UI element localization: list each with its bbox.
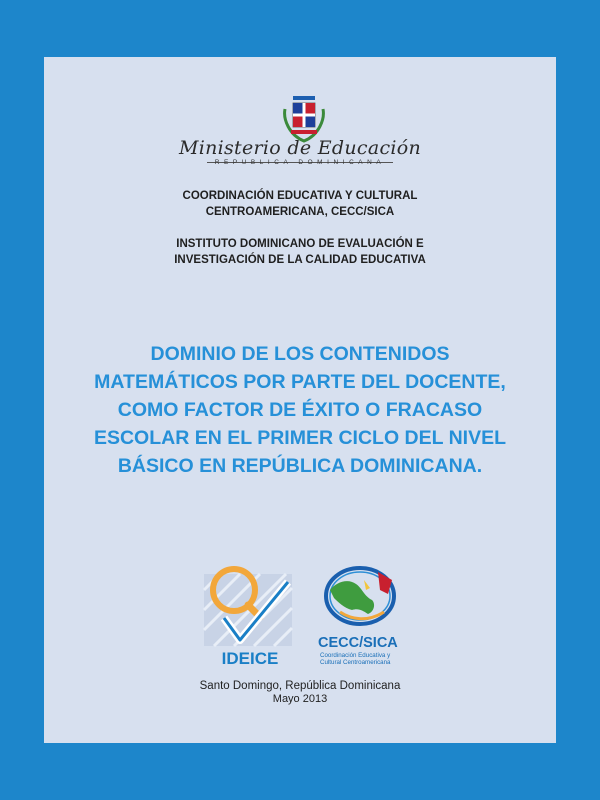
ministry-name: Ministerio de Educación [178, 137, 422, 159]
ministry-subtitle: REPUBLICA DOMINICANA [214, 159, 386, 166]
title-line: ESCOLAR EN EL PRIMER CICLO DEL NIVEL [93, 427, 507, 449]
cecc-sica-logo [318, 560, 402, 630]
cecc-sica-logo-label: CECC/SICA [318, 635, 398, 651]
book-cover [44, 57, 556, 743]
ideice-logo-label: IDEICE [221, 649, 279, 668]
title-line: DOMINIO DE LOS CONTENIDOS [150, 343, 450, 365]
title-line: COMO FACTOR DE ÉXITO O FRACASO [117, 399, 483, 421]
cecc-sica-description [320, 652, 391, 666]
cecc-sica-description-line: Coordinación Educativa y [320, 652, 391, 659]
title-line: MATEMÁTICOS POR PARTE DEL DOCENTE, [94, 371, 506, 393]
publication-date: Mayo 2013 [272, 693, 328, 705]
cecc-sica-description-line: Cultural Centroamericana [320, 659, 391, 666]
title-line: BÁSICO EN REPÚBLICA DOMINICANA. [117, 455, 483, 477]
organization-line: COORDINACIÓN EDUCATIVA Y CULTURAL [182, 190, 418, 202]
organization-line: INSTITUTO DOMINICANO DE EVALUACIÓN E [176, 238, 424, 250]
organization-line: INVESTIGACIÓN DE LA CALIDAD EDUCATIVA [174, 254, 426, 266]
organization-line: CENTROAMERICANA, CECC/SICA [205, 206, 395, 218]
publication-place: Santo Domingo, República Dominicana [199, 680, 401, 692]
national-coat-of-arms-icon [281, 91, 327, 143]
organization-ideice [44, 236, 556, 268]
organization-cecc [44, 188, 556, 220]
document-title [44, 340, 556, 480]
